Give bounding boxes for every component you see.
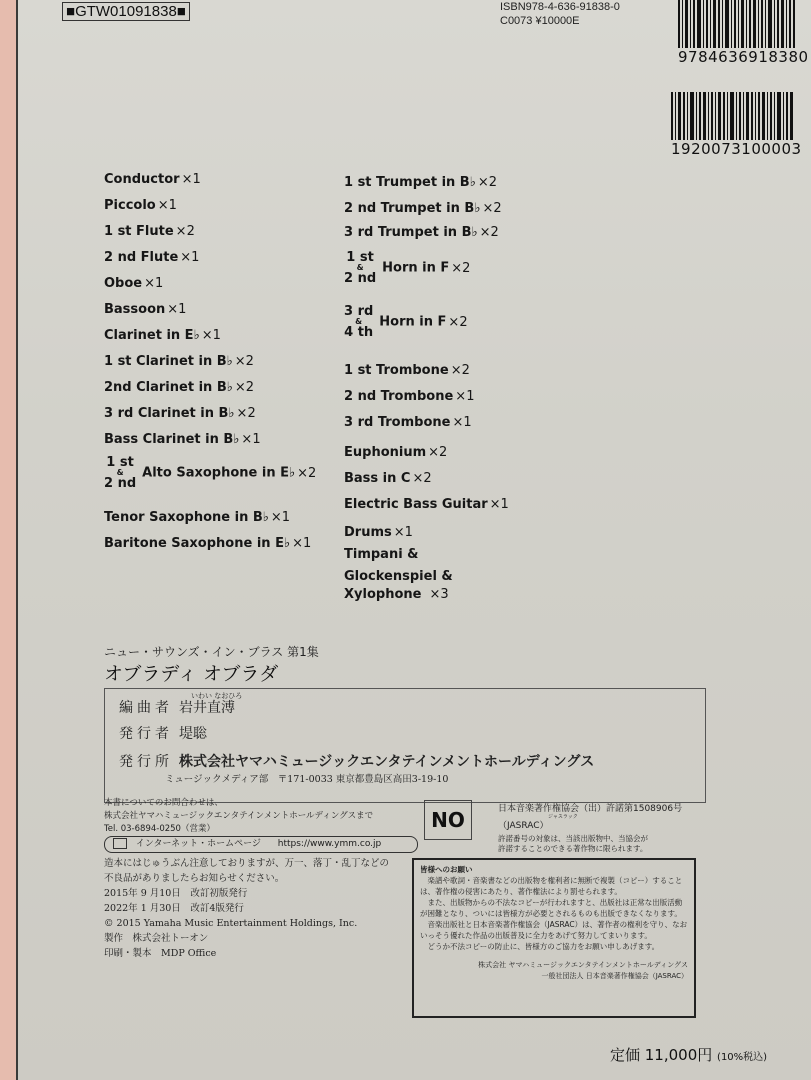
instrument-item: 3 rd Trumpet in B♭ ×2	[344, 225, 499, 240]
request-signature-1: 株式会社 ヤマハミュージックエンタテインメントホールディングス	[478, 961, 688, 969]
computer-icon	[113, 838, 127, 849]
request-paragraph: 楽譜や歌詞・音楽書などの出版物を権利者に無断で複製（コピー）することは、著作権の侵害にあたり、著作権法により罰せられます。	[420, 876, 683, 896]
defect-notice-2: 不良品がありましたらお知らせください。	[104, 873, 285, 884]
part-stack: 3 rd & 4 th	[344, 304, 374, 340]
part-stack: 1 st & 2 nd	[344, 250, 377, 286]
instrument-item: 1 st & 2 nd Horn in F ×2	[344, 250, 471, 286]
instrument-item: 3 rd & 4 th Horn in F ×2	[344, 304, 468, 340]
homepage-url[interactable]: https://www.ymm.co.jp	[277, 839, 382, 849]
request-signature-2: 一般社団法人 日本音楽著作権協会（JASRAC）	[541, 972, 688, 980]
barcode-bars	[678, 0, 809, 48]
instrument-item: Baritone Saxophone in E♭ ×1	[104, 536, 312, 551]
request-paragraph: 音楽出版社と日本音楽著作権協会（JASRAC）は、著作者の権利を守り、なおいっそう優れた作品の出版普及に全力をあげて努力してまいります。	[420, 920, 688, 940]
instrument-item: 1 st Flute ×2	[104, 224, 195, 239]
instrument-item: 2 nd Trombone ×1	[344, 389, 475, 404]
publisher-name: 株式会社ヤマハミュージックエンタテインメントホールディングス	[179, 754, 595, 770]
instrument-item: Clarinet in E♭ ×1	[104, 328, 221, 343]
instrument-item: Bass in C ×2	[344, 471, 432, 486]
isbn-block	[500, 0, 620, 28]
contact-tel: Tel. 03-6894-0250（営業）	[104, 824, 215, 834]
no-copy-logo-icon: NO	[424, 800, 472, 840]
instrument-item: Xylophone ×3	[344, 587, 449, 602]
production-credit: 製作 株式会社トーオン	[104, 933, 209, 944]
instrument-item: Tenor Saxophone in B♭ ×1	[104, 510, 291, 525]
instrument-item: Oboe ×1	[104, 276, 164, 291]
barcode-price	[671, 92, 802, 158]
request-heading: 皆様へのお願い	[420, 865, 473, 874]
instrument-item: 3 rd Clarinet in B♭ ×2	[104, 406, 256, 421]
price	[610, 1044, 767, 1065]
copyright-request-box	[412, 858, 696, 1018]
contact-block	[104, 797, 373, 836]
barcode-number-2: 1920073100003	[671, 140, 802, 158]
copyright: © 2015 Yamaha Music Entertainment Holdings, Inc.	[104, 918, 358, 929]
imprint-block	[104, 856, 389, 961]
fourth-edition-date: 2022年 1 月30日 改訂4版発行	[104, 903, 244, 914]
arranger-label: 編曲者	[119, 700, 173, 716]
arranger-name: 岩井直溥	[179, 700, 235, 716]
contact-line-1: 本書についてのお問合わせは、	[104, 798, 223, 808]
request-paragraph: また、出版物からの不法なコピーが行われますと、出版社は正常な出版活動が困難となり、ついには皆様方が必要とされるものも出版できなくなります。	[420, 898, 683, 918]
publisher-address: ミュージックメディア部 〒171-0033 東京都豊島区高田3-19-10	[165, 774, 449, 785]
instrument-item: Timpani &	[344, 547, 419, 562]
price-label: 定価 11,000円	[610, 1046, 713, 1064]
instrument-item: Piccolo ×1	[104, 198, 177, 213]
instrument-item: 1 st & 2 nd Alto Saxophone in E♭ ×2	[104, 455, 317, 491]
instrument-item: Bass Clarinet in B♭ ×1	[104, 432, 261, 447]
jasrac-block	[498, 803, 682, 854]
price-tax-note: (10%税込)	[717, 1052, 768, 1063]
jasrac-note-1: 許諾番号の対象は、当該出版物中、当協会が	[498, 834, 648, 843]
barcode-number-1: 9784636918380	[678, 48, 809, 66]
barcode-bars	[671, 92, 802, 140]
song-title: オブラディ オブラダ	[104, 663, 279, 685]
jasrac-name: （JASRAC）	[498, 821, 549, 831]
product-code: ■GTW01091838■	[62, 2, 190, 21]
publisher-line	[119, 751, 594, 771]
publisher-label: 発行所	[119, 754, 173, 770]
first-edition-date: 2015年 9 月10日 改訂初版発行	[104, 888, 248, 899]
arranger-line	[119, 697, 235, 717]
instrument-item: 2 nd Flute ×1	[104, 250, 200, 265]
defect-notice-1: 造本にはじゅうぶん注意しておりますが、万一、落丁・乱丁などの	[104, 858, 390, 869]
product-code-text: GTW01091838	[75, 3, 177, 20]
classification-code: C0073 ¥10000E	[500, 15, 580, 27]
jasrac-permit: 日本音楽著作権協会（出）許諾第1508906号	[498, 804, 683, 814]
instrument-item: Euphonium ×2	[344, 445, 448, 460]
isbn: ISBN978-4-636-91838-0	[500, 1, 620, 13]
jasrac-note-2: 許諾することのできる著作物に限られます。	[498, 844, 648, 853]
instrument-item: 1 st Clarinet in B♭ ×2	[104, 354, 254, 369]
publisher-person-label: 発行者	[119, 726, 173, 742]
credits-box	[104, 688, 706, 803]
instrument-item: 2 nd Trumpet in B♭ ×2	[344, 201, 502, 216]
instrument-item: Conductor ×1	[104, 172, 201, 187]
instrument-item: Bassoon ×1	[104, 302, 187, 317]
publisher-person-line	[119, 723, 207, 743]
instrument-item: 1 st Trombone ×2	[344, 363, 470, 378]
series-title: ニュー・サウンズ・イン・ブラス 第1集	[104, 645, 319, 659]
request-paragraph: どうか不法コピーの防止に、皆様方のご協力をお願い申しあげます。	[420, 942, 660, 951]
instrument-item: Drums ×1	[344, 525, 413, 540]
barcode-isbn	[678, 0, 809, 66]
instrument-item: Electric Bass Guitar ×1	[344, 497, 509, 512]
instrument-item: 2nd Clarinet in B♭ ×2	[104, 380, 255, 395]
back-cover	[16, 0, 811, 1080]
publisher-person-name: 堤聡	[179, 726, 207, 742]
instrument-item: 3 rd Trombone ×1	[344, 415, 472, 430]
jasrac-ruby: ジャスラック	[548, 814, 578, 820]
homepage-box	[104, 836, 418, 853]
part-stack: 1 st & 2 nd	[104, 455, 137, 491]
instrument-item: 1 st Trumpet in B♭ ×2	[344, 175, 498, 190]
printing-credit: 印刷・製本 MDP Office	[104, 948, 217, 959]
arranger-ruby: いわい なおひろ	[191, 692, 243, 700]
contact-line-2: 株式会社ヤマハミュージックエンタテインメントホールディングスまで	[104, 811, 374, 821]
homepage-label: インターネット・ホームページ	[135, 839, 261, 849]
instrument-item: Glockenspiel &	[344, 569, 453, 584]
